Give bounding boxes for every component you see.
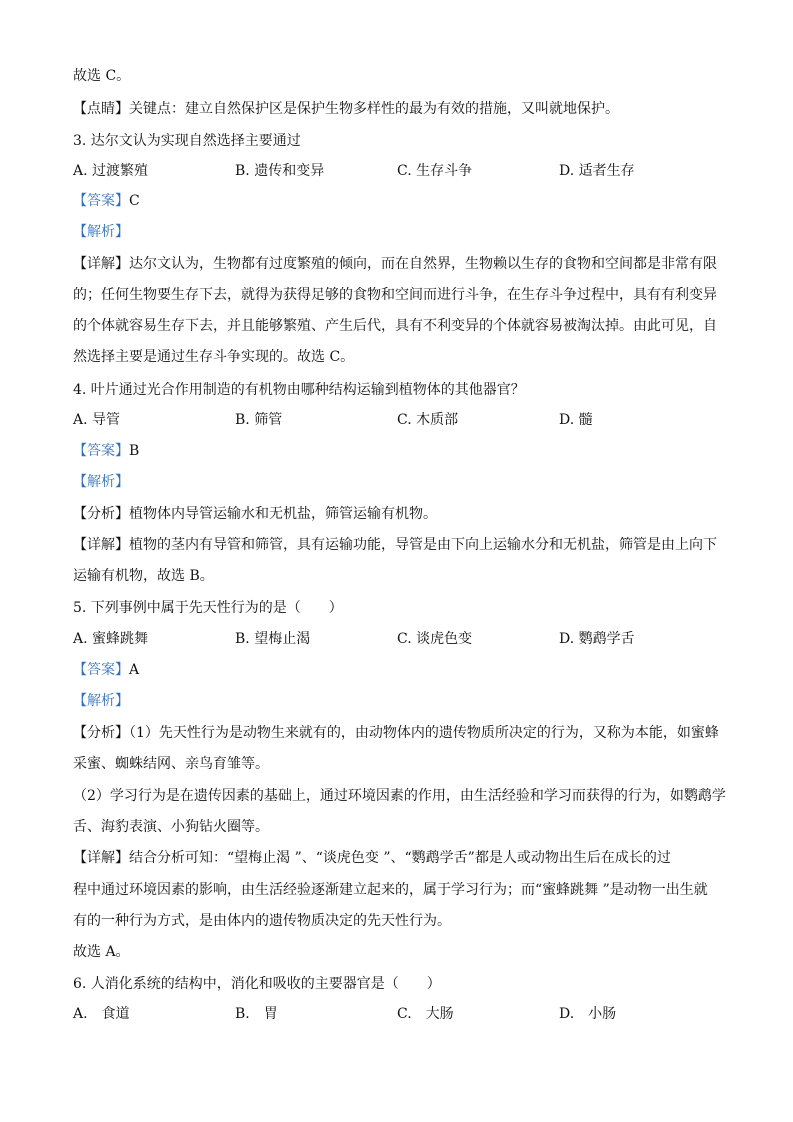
detail-text: 达尔文认为，生物都有过度繁殖的倾向，而在自然界，生物赖以生存的食物和空间都是非常有限 xyxy=(129,256,717,272)
fenxi-4 xyxy=(73,504,437,524)
question-3: 3. 达尔文认为实现自然选择主要通过 xyxy=(73,133,301,149)
detail-4-line-2: 运输有机物，故选 B。 xyxy=(73,568,214,584)
detail-4-line-1 xyxy=(73,535,717,555)
detail-tag: 【详解】 xyxy=(73,256,129,272)
fenxi-tag: 【分析】 xyxy=(73,725,129,741)
key-point-tag: 【点睛】 xyxy=(73,101,129,117)
option-b: B. 筛管 xyxy=(235,412,283,428)
answer-5 xyxy=(73,660,139,680)
answer-4 xyxy=(73,441,139,461)
detail-5-line-1 xyxy=(73,848,671,868)
answer-tag: 【答案】 xyxy=(73,443,129,459)
fenxi-text: 植物体内导管运输水和无机盐，筛管运输有机物。 xyxy=(129,506,437,522)
option-c: C. 大肠 xyxy=(397,1006,454,1022)
detail-tag: 【详解】 xyxy=(73,537,129,553)
fenxi-5-line-2: 采蜜、蜘蛛结网、亲鸟育雏等。 xyxy=(73,756,269,772)
answer-tag: 【答案】 xyxy=(73,662,129,678)
detail-3-line-2: 的；任何生物要生存下去，就得为获得足够的食物和空间而进行斗争，在生存斗争过程中，具有有利变异 xyxy=(73,287,717,303)
option-b: B. 胃 xyxy=(235,1006,278,1022)
detail-text: 结合分析可知：“望梅止渴 ”、“谈虎色变 ”、“鹦鹉学舌”都是人或动物出生后在成长的过 xyxy=(129,850,671,866)
detail-3-line-4: 然选择主要是通过生存斗争实现的。故选 C。 xyxy=(73,349,355,365)
option-b: B. 望梅止渴 xyxy=(235,631,311,647)
key-point-text: 关键点：建立自然保护区是保护生物多样性的最为有效的措施，又叫就地保护。 xyxy=(129,101,619,117)
detail-3-line-3: 的个体就容易生存下去，并且能够繁殖、产生后代，具有不利变异的个体就容易被淘汰掉。由此可见，自 xyxy=(73,318,717,334)
key-point xyxy=(73,99,619,119)
option-a: A. 导管 xyxy=(73,412,121,428)
fenxi-5-line-4: 舌、海豹表演、小狗钻火圈等。 xyxy=(73,819,269,835)
option-c: C. 木质部 xyxy=(397,412,459,428)
detail-tag: 【详解】 xyxy=(73,850,129,866)
detail-3-line-1 xyxy=(73,254,717,274)
answer-value: A xyxy=(129,662,140,678)
fenxi-5-line-1 xyxy=(73,723,719,743)
option-b: B. 遗传和变异 xyxy=(235,163,325,179)
answer-3 xyxy=(73,191,140,211)
detail-5-line-3: 有的一种行为方式，是由体内的遗传物质决定的先天性行为。 xyxy=(73,913,451,929)
option-d: D. 髓 xyxy=(559,412,593,428)
option-d: D. 适者生存 xyxy=(559,163,635,179)
option-d: D. 小肠 xyxy=(559,1006,617,1022)
answer-value: B xyxy=(129,443,140,459)
detail-text: 植物的茎内有导管和筛管，具有运输功能，导管是由下向上运输水分和无机盐，筛管是由上向下 xyxy=(129,537,717,553)
fenxi-5-line-3: （2）学习行为是在遗传因素的基础上，通过环境因素的作用，由生活经验和学习而获得的行为，如鹦鹉学 xyxy=(73,788,726,804)
conclusion-5: 故选 A。 xyxy=(73,944,130,960)
fenxi-tag: 【分析】 xyxy=(73,506,129,522)
option-a: A. 食道 xyxy=(73,1006,130,1022)
question-4: 4. 叶片通过光合作用制造的有机物由哪种结构运输到植物体的其他器官？ xyxy=(73,382,525,398)
option-c: C. 谈虎色变 xyxy=(397,631,473,647)
fenxi-text: （1）先天性行为是动物生来就有的，由动物体内的遗传物质所决定的行为，又称为本能，如蜜蜂 xyxy=(129,725,719,741)
answer-tag: 【答案】 xyxy=(73,193,129,209)
option-a: A. 蜜蜂跳舞 xyxy=(73,631,149,647)
option-c: C. 生存斗争 xyxy=(397,163,473,179)
conclusion-text: 故选 C。 xyxy=(73,68,131,84)
analysis-tag: 【解析】 xyxy=(73,224,129,240)
analysis-tag: 【解析】 xyxy=(73,693,129,709)
detail-5-line-2: 程中通过环境因素的影响，由生活经验逐渐建立起来的，属于学习行为；而“蜜蜂跳舞 ”是动物一出生就 xyxy=(73,882,708,898)
option-d: D. 鹦鹉学舌 xyxy=(559,631,635,647)
analysis-tag: 【解析】 xyxy=(73,474,129,490)
answer-value: C xyxy=(129,193,140,209)
option-a: A. 过渡繁殖 xyxy=(73,163,149,179)
question-5: 5. 下列事例中属于先天性行为的是（ ） xyxy=(73,600,343,616)
question-6: 6. 人消化系统的结构中，消化和吸收的主要器官是（ ） xyxy=(73,976,441,992)
